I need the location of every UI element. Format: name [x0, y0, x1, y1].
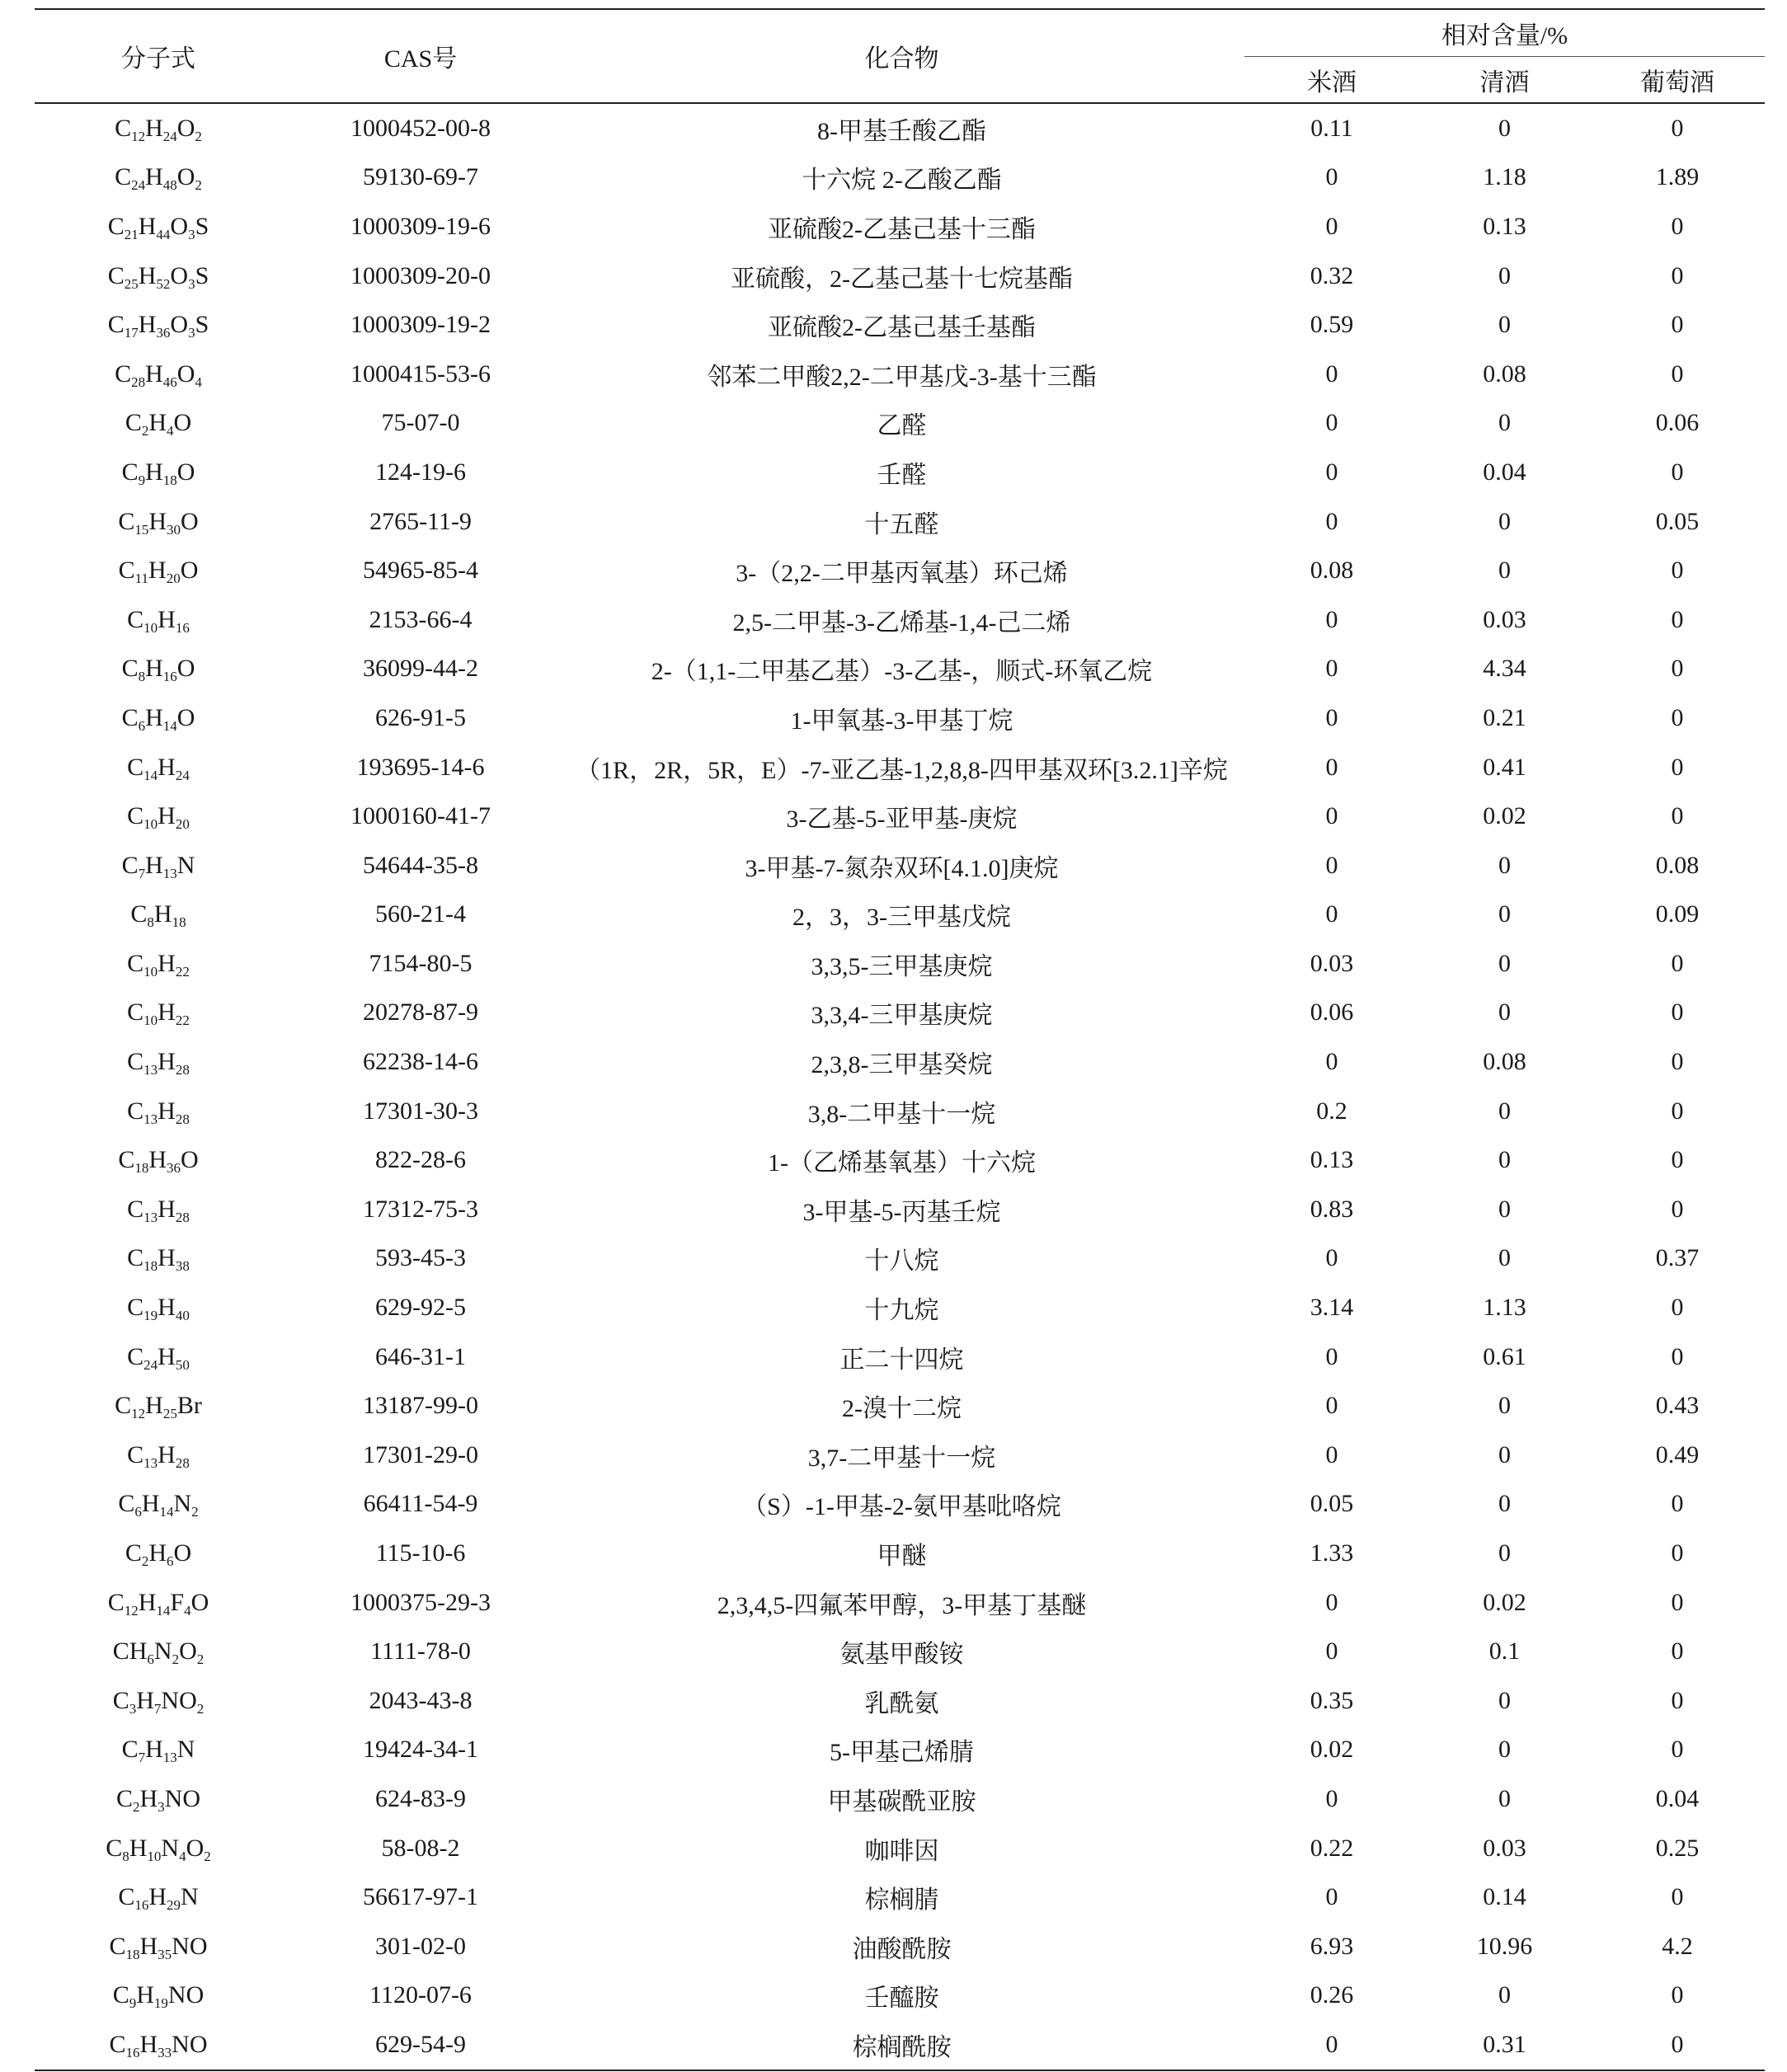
cell-formula: $C_6H_{14}O$: [121, 703, 195, 734]
cell-sake: 0: [1498, 507, 1511, 535]
cell-compound: （1R，2R，5R，E）-7-亚乙基-1,2,8,8-四甲基双环[3.2.1]辛烷: [576, 756, 1228, 784]
cell-sake: 0.14: [1483, 1883, 1526, 1911]
cell-cas: 59130-69-7: [363, 163, 478, 191]
table-row: [35, 1037, 1765, 1087]
cell-compound: 氨基甲酸铵: [839, 1641, 964, 1669]
cell-cas: 1111-78-0: [370, 1637, 471, 1666]
cell-grape-wine: 0: [1671, 1342, 1684, 1370]
table-row: [35, 1676, 1765, 1726]
cell-rice-wine: 3.14: [1310, 1294, 1354, 1322]
cell-cas: 1120-07-6: [369, 1981, 472, 2009]
cell-rice-wine: 0: [1325, 1883, 1338, 1911]
cell-sake: 0.21: [1483, 703, 1526, 731]
cell-formula: $C_{12}H_{24}O_2$: [115, 114, 202, 144]
cell-cas: 7154-80-5: [369, 949, 473, 977]
cell-grape-wine: 0.04: [1655, 1784, 1700, 1812]
cell-sake: 0: [1498, 949, 1511, 977]
cell-compound: 油酸酰胺: [852, 1935, 952, 1963]
cell-cas: 1000309-19-2: [350, 311, 491, 339]
cell-compound: 1-（乙烯基氧基）十六烷: [768, 1149, 1036, 1177]
cell-cas: 629-54-9: [282, 2020, 559, 2070]
cell-cas: 2765-11-9: [369, 507, 472, 535]
cell-grape-wine: 0.49: [1655, 1440, 1700, 1468]
cell-compound: 8-甲基壬酸乙酯: [817, 117, 986, 145]
cell-sake: 0: [1498, 261, 1511, 289]
table-row: [35, 1872, 1765, 1922]
header-relative-content: 相对含量/%: [1244, 9, 1765, 57]
cell-compound: 咖啡因: [864, 1837, 939, 1865]
cell-sake: 0: [1498, 1736, 1511, 1764]
cell-formula: $C_{24}H_{50}$: [127, 1342, 190, 1373]
cell-sake: 0.08: [1483, 1048, 1526, 1076]
cell-cas: 115-10-6: [375, 1539, 466, 1567]
cell-compound: 3-乙基-5-亚甲基-庚烷: [786, 806, 1018, 834]
cell-cas: 593-45-3: [375, 1244, 466, 1272]
cell-cas: 560-21-4: [375, 900, 466, 928]
table-row: [35, 1627, 1765, 1676]
cell-sake: 0: [1498, 311, 1511, 339]
cell-compound: 1-甲氧基-3-甲基丁烷: [790, 707, 1013, 735]
cell-sake: 0: [1498, 998, 1511, 1027]
table-row: [35, 1185, 1765, 1234]
cell-compound: 2,3,4,5-四氟苯甲醇，3-甲基丁基醚: [717, 1591, 1087, 1619]
cell-grape-wine: 0.25: [1655, 1834, 1700, 1862]
cell-sake: 0.02: [1483, 1588, 1526, 1616]
cell-cas: 1000452-00-8: [350, 114, 491, 142]
cell-compound: 十六烷 2-乙酸乙酯: [802, 167, 1002, 195]
cell-grape-wine: 0: [1590, 2020, 1765, 2070]
cell-sake: 0: [1498, 1686, 1511, 1714]
cell-compound: 壬醛: [877, 461, 927, 489]
cell-formula: $C_{10}H_{22}$: [127, 998, 190, 1029]
cell-cas: 301-02-0: [375, 1932, 466, 1960]
cell-rice-wine: 0: [1325, 1244, 1338, 1272]
cell-formula: $C_7H_{13}N$: [121, 1736, 195, 1766]
cell-cas: 58-08-2: [381, 1834, 460, 1862]
cell-sake: 1.13: [1483, 1294, 1526, 1322]
cell-cas: 20278-87-9: [363, 998, 478, 1027]
table-row: [35, 595, 1765, 645]
cell-compound: 2-（1,1-二甲基乙基）-3-乙基-，顺式-环氧乙烷: [651, 658, 1153, 686]
table-row: [35, 399, 1765, 449]
cell-sake: 0.31: [1419, 2020, 1590, 2070]
cell-grape-wine: 0: [1671, 1146, 1684, 1174]
cell-cas: 1000309-20-0: [350, 261, 491, 289]
cell-rice-wine: 0.22: [1310, 1834, 1354, 1862]
cell-grape-wine: 0: [1671, 359, 1684, 388]
cell-sake: 0: [1498, 1490, 1511, 1518]
table-row: [35, 1283, 1765, 1332]
cell-cas: 13187-99-0: [363, 1392, 478, 1420]
cell-grape-wine: 1.89: [1655, 163, 1700, 191]
cell-cas: 1000309-19-6: [350, 212, 491, 240]
cell-sake: 0: [1498, 1392, 1511, 1420]
cell-compound: 3-（2,2-二甲基丙氧基）环己烯: [736, 560, 1068, 588]
cell-cas: 1000415-53-6: [350, 359, 491, 388]
table-row: [35, 1578, 1765, 1628]
cell-sake: 0: [1498, 1146, 1511, 1174]
cell-formula: $C_{15}H_{30}O$: [118, 507, 199, 538]
cell-compound: 亚硫酸，2-乙基己基十七烷基酯: [731, 265, 1073, 293]
cell-grape-wine: 0.06: [1655, 409, 1700, 437]
cell-formula: $C_{13}H_{28}$: [127, 1440, 190, 1471]
cell-grape-wine: 4.2: [1662, 1932, 1693, 1960]
cell-rice-wine: 0: [1325, 605, 1338, 633]
cell-cas: 75-07-0: [381, 409, 460, 437]
table-row: [35, 841, 1765, 890]
cell-compound: 正二十四烷: [839, 1346, 964, 1374]
cell-grape-wine: 0: [1671, 1981, 1684, 2009]
cell-formula: $C_{28}H_{46}O_4$: [115, 359, 202, 390]
cell-grape-wine: 0: [1671, 1736, 1684, 1764]
cell-formula: $C_3H_7NO_2$: [112, 1686, 205, 1717]
cell-formula: $C_{14}H_{24}$: [127, 753, 190, 783]
cell-sake: 0.02: [1483, 802, 1526, 830]
cell-grape-wine: 0: [1671, 753, 1684, 781]
cell-formula: $C_{13}H_{28}$: [127, 1048, 190, 1078]
table-row: [35, 350, 1765, 399]
cell-cas: 66411-54-9: [363, 1490, 478, 1518]
cell-cas: 17312-75-3: [363, 1195, 478, 1223]
cell-compound: 乳酰氨: [864, 1689, 939, 1717]
cell-compound: 3-甲基-7-氮杂双环[4.1.0]庚烷: [745, 854, 1059, 882]
cell-rice-wine: 0: [1325, 1588, 1338, 1616]
cell-compound: 3-甲基-5-丙基壬烷: [802, 1198, 1001, 1226]
cell-grape-wine: 0: [1671, 311, 1684, 339]
cell-formula: $C_{16}H_{29}N$: [118, 1883, 199, 1914]
cell-formula: $C_{16}H_{33}NO$: [35, 2020, 282, 2070]
cell-rice-wine: 0: [1325, 1440, 1338, 1468]
cell-sake: 0.41: [1483, 753, 1526, 781]
cell-sake: 0: [1498, 1539, 1511, 1567]
cell-rice-wine: 0.2: [1316, 1097, 1347, 1125]
cell-grape-wine: 0: [1671, 212, 1684, 240]
table-row: [35, 1726, 1765, 1775]
cell-compound: 3,8-二甲基十一烷: [807, 1100, 996, 1128]
cell-compound: 壬醯胺: [864, 1985, 939, 2013]
cell-sake: 0: [1498, 900, 1511, 928]
cell-sake: 0.03: [1483, 605, 1526, 633]
cell-cas: 624-83-9: [375, 1784, 466, 1812]
cell-grape-wine: 0: [1671, 1294, 1684, 1322]
header-grape-wine: 葡萄酒: [1640, 68, 1714, 96]
cell-rice-wine: 0: [1325, 753, 1338, 781]
cell-formula: $C_{11}H_{20}O$: [118, 557, 199, 587]
table-row: [35, 546, 1765, 595]
cell-compound: 3,7-二甲基十一烷: [807, 1444, 996, 1472]
cell-formula: $C_7H_{13}N$: [121, 851, 195, 881]
cell-rice-wine: 0: [1325, 851, 1338, 879]
cell-formula: $C_2H_4O$: [125, 409, 192, 439]
cell-compound: 十八烷: [864, 1247, 939, 1276]
header-cas: CAS号: [383, 45, 458, 73]
cell-formula: $C_{13}H_{28}$: [127, 1097, 190, 1127]
cell-rice-wine: 0: [1325, 359, 1338, 388]
table-row: [35, 1234, 1765, 1284]
cell-compound: 2-溴十二烷: [842, 1395, 962, 1423]
table-row: [35, 103, 1765, 153]
cell-grape-wine: 0: [1671, 261, 1684, 289]
cell-rice-wine: 0: [1325, 703, 1338, 731]
cell-rice-wine: 0: [1325, 900, 1338, 928]
cell-rice-wine: 0: [1325, 212, 1338, 240]
table-row: [35, 890, 1765, 940]
table-row: [35, 300, 1765, 350]
cell-sake: 4.34: [1483, 655, 1526, 683]
cell-compound: 甲基碳酰亚胺: [827, 1788, 976, 1816]
cell-rice-wine: 0.08: [1310, 557, 1354, 585]
cell-grape-wine: 0: [1671, 703, 1684, 731]
cell-sake: 0.1: [1488, 1637, 1521, 1666]
header-formula: 分子式: [121, 45, 195, 73]
table-row: [35, 1922, 1765, 1971]
table-row: [35, 1381, 1765, 1431]
table-row: [35, 1971, 1765, 2021]
cell-compound: 2,3,8-三甲基癸烷: [811, 1051, 993, 1079]
cell-formula: $C_2H_3NO$: [115, 1784, 201, 1815]
cell-grape-wine: 0: [1671, 1883, 1684, 1911]
cell-sake: 10.96: [1476, 1932, 1533, 1960]
cell-grape-wine: 0: [1671, 1686, 1684, 1714]
table-row: [35, 1087, 1765, 1136]
cell-sake: 0: [1498, 1981, 1511, 2009]
cell-rice-wine: 0: [1244, 2020, 1419, 2070]
cell-cas: 17301-29-0: [363, 1440, 478, 1468]
cell-cas: 17301-30-3: [363, 1097, 478, 1125]
cell-rice-wine: 0.03: [1310, 949, 1354, 977]
cell-cas: 822-28-6: [375, 1146, 466, 1174]
cell-rice-wine: 0.59: [1310, 311, 1354, 339]
cell-compound: 十九烷: [864, 1297, 939, 1325]
cell-compound: 亚硫酸2-乙基己基十三酯: [768, 215, 1036, 243]
cell-formula: $C_{18}H_{38}$: [127, 1244, 190, 1275]
cell-grape-wine: 0.37: [1655, 1244, 1700, 1272]
table-row: [35, 1431, 1765, 1480]
cell-grape-wine: 0.43: [1655, 1392, 1700, 1420]
table-body: [35, 103, 1765, 2070]
cell-cas: 36099-44-2: [363, 655, 478, 683]
cell-rice-wine: 0: [1325, 409, 1338, 437]
cell-compound: 甲醚: [877, 1543, 927, 1571]
table-row: [35, 1824, 1765, 1873]
cell-rice-wine: 1.33: [1310, 1539, 1354, 1567]
cell-sake: 0: [1498, 1440, 1511, 1468]
cell-sake: 0.13: [1483, 212, 1526, 240]
cell-grape-wine: 0: [1671, 1490, 1684, 1518]
cell-grape-wine: 0: [1671, 802, 1684, 830]
cell-rice-wine: 0: [1325, 1784, 1338, 1812]
cell-rice-wine: 0.05: [1310, 1490, 1354, 1518]
cell-rice-wine: 0: [1325, 655, 1338, 683]
cell-cas: 629-92-5: [375, 1294, 466, 1322]
cell-rice-wine: 0.13: [1310, 1146, 1354, 1174]
cell-rice-wine: 0.06: [1310, 998, 1354, 1027]
cell-sake: 0.61: [1483, 1342, 1526, 1370]
cell-grape-wine: 0: [1671, 1048, 1684, 1076]
cell-sake: 1.18: [1483, 163, 1526, 191]
cell-grape-wine: 0.09: [1655, 900, 1700, 928]
cell-grape-wine: 0: [1671, 1588, 1684, 1616]
cell-formula: $C_8H_{10}N_4O_2$: [106, 1834, 211, 1864]
cell-formula: $C_{19}H_{40}$: [127, 1294, 190, 1324]
cell-cas: 19424-34-1: [363, 1736, 478, 1764]
cell-cas: 56617-97-1: [363, 1883, 478, 1911]
cell-compound: 3,3,4-三甲基庚烷: [811, 1002, 993, 1030]
cell-grape-wine: 0: [1671, 655, 1684, 683]
cell-rice-wine: 0.11: [1310, 114, 1353, 142]
table-row: [35, 1774, 1765, 1824]
cell-formula: $C_9H_{19}NO$: [112, 1981, 205, 2012]
table-row: [35, 202, 1765, 251]
header-compound: 化合物: [864, 45, 939, 73]
cell-rice-wine: 0.02: [1310, 1736, 1354, 1764]
cell-formula: $C_{10}H_{20}$: [127, 802, 190, 833]
cell-sake: 0.03: [1483, 1834, 1526, 1862]
cell-formula: $C_6H_{14}N_2$: [118, 1490, 199, 1520]
cell-compound: 2,5-二甲基-3-乙烯基-1,4-己二烯: [732, 608, 1071, 637]
table-row: [35, 153, 1765, 203]
cell-formula: $C_{25}H_{52}O_3S$: [107, 261, 209, 292]
cell-sake: 0.08: [1483, 359, 1526, 388]
cell-compound: 2，3，3-三甲基戊烷: [792, 904, 1011, 932]
cell-formula: $C_8H_{18}$: [130, 900, 186, 931]
cell-formula: $C_{10}H_{22}$: [127, 949, 190, 980]
cell-sake: 0: [1498, 1195, 1511, 1223]
cell-formula: $C_9H_{18}O$: [121, 458, 195, 488]
table-row: [35, 743, 1765, 792]
cell-formula: $CH_6N_2O_2$: [112, 1637, 205, 1668]
cell-rice-wine: 0: [1325, 163, 1338, 191]
cell-formula: $C_{12}H_{25}Br$: [115, 1392, 202, 1422]
cell-formula: $C_2H_6O$: [125, 1539, 192, 1570]
table-row: [35, 693, 1765, 743]
cell-grape-wine: 0: [1671, 998, 1684, 1027]
cell-grape-wine: 0: [1671, 1637, 1684, 1666]
table-row: [35, 939, 1765, 989]
cell-sake: 0.04: [1483, 458, 1526, 486]
cell-compound: 5-甲基己烯腈: [830, 1739, 974, 1767]
cell-rice-wine: 0: [1325, 1392, 1338, 1420]
cell-sake: 0: [1498, 557, 1511, 585]
cell-compound: （S）-1-甲基-2-氨甲基吡咯烷: [742, 1493, 1061, 1521]
cell-grape-wine: 0.05: [1655, 507, 1700, 535]
cell-sake: 0: [1498, 851, 1511, 879]
cell-grape-wine: 0: [1671, 1539, 1684, 1567]
cell-grape-wine: 0: [1671, 557, 1684, 585]
cell-cas: 193695-14-6: [356, 753, 485, 781]
cell-formula: $C_{10}H_{16}$: [127, 605, 190, 636]
cell-sake: 0: [1498, 1244, 1511, 1272]
cell-cas: 2153-66-4: [369, 605, 473, 633]
cell-formula: $C_{18}H_{36}O$: [118, 1146, 199, 1177]
header-sake: 清酒: [1479, 68, 1530, 96]
header-rice-wine: 米酒: [1307, 68, 1357, 96]
cell-compound: 十五醛: [864, 510, 939, 538]
cell-rice-wine: 0: [1325, 1342, 1338, 1370]
cell-compound: 棕榈腈: [864, 1886, 939, 1915]
cell-rice-wine: 0: [1325, 458, 1338, 486]
cell-rice-wine: 0.35: [1310, 1686, 1354, 1714]
cell-cas: 646-31-1: [375, 1342, 466, 1370]
cell-cas: 1000160-41-7: [350, 802, 491, 830]
cell-compound: 3,3,5-三甲基庚烷: [811, 952, 993, 980]
cell-formula: $C_{17}H_{36}O_3S$: [107, 311, 209, 341]
table-row: [35, 989, 1765, 1038]
table-row: [35, 2020, 1765, 2070]
cell-grape-wine: 0: [1671, 114, 1684, 142]
table-row: [35, 251, 1765, 301]
table-row: [35, 1480, 1765, 1529]
cell-compound: 乙醛: [877, 412, 927, 440]
cell-cas: 2043-43-8: [369, 1686, 473, 1714]
cell-formula: $C_8H_{16}O$: [121, 655, 195, 685]
cell-formula: $C_{12}H_{14}F_4O$: [107, 1588, 209, 1619]
cell-cas: 124-19-6: [375, 458, 466, 486]
cell-grape-wine: 0: [1671, 605, 1684, 633]
table-row: [35, 1332, 1765, 1382]
cell-cas: 1000375-29-3: [350, 1588, 491, 1616]
cell-grape-wine: 0: [1671, 1097, 1684, 1125]
table-row: [35, 448, 1765, 497]
table-row: [35, 792, 1765, 841]
cell-rice-wine: 0.32: [1310, 261, 1354, 289]
cell-rice-wine: 0.26: [1310, 1981, 1354, 2009]
cell-grape-wine: 0: [1671, 458, 1684, 486]
cell-rice-wine: 6.93: [1310, 1932, 1354, 1960]
cell-formula: $C_{13}H_{28}$: [127, 1195, 190, 1225]
cell-grape-wine: 0: [1671, 949, 1684, 977]
cell-formula: $C_{18}H_{35}NO$: [109, 1932, 208, 1962]
cell-compound: 棕榈酰胺: [559, 2020, 1244, 2070]
cell-rice-wine: 0: [1325, 507, 1338, 535]
cell-compound: 邻苯二甲酸2,2-二甲基戊-3-基十三酯: [707, 363, 1097, 391]
table-header: [35, 9, 1765, 103]
cell-rice-wine: 0: [1325, 1048, 1338, 1076]
cell-rice-wine: 0: [1325, 1637, 1338, 1666]
cell-grape-wine: 0.08: [1655, 851, 1700, 879]
cell-grape-wine: 0: [1671, 1195, 1684, 1223]
compounds-table: [35, 8, 1765, 2071]
table-row: [35, 645, 1765, 694]
table-row: [35, 497, 1765, 547]
cell-sake: 0: [1498, 1784, 1511, 1812]
cell-compound: 亚硫酸2-乙基己基壬基酯: [768, 314, 1036, 342]
cell-cas: 62238-14-6: [363, 1048, 478, 1076]
cell-cas: 626-91-5: [375, 703, 466, 731]
cell-cas: 54965-85-4: [363, 557, 478, 585]
cell-rice-wine: 0: [1325, 802, 1338, 830]
table-row: [35, 1135, 1765, 1185]
cell-cas: 54644-35-8: [363, 851, 478, 879]
cell-sake: 0: [1498, 1097, 1511, 1125]
cell-formula: $C_{21}H_{44}O_3S$: [107, 212, 209, 242]
table-row: [35, 1529, 1765, 1578]
cell-rice-wine: 0.83: [1310, 1195, 1354, 1223]
cell-sake: 0: [1498, 114, 1511, 142]
cell-sake: 0: [1498, 409, 1511, 437]
cell-formula: $C_{24}H_{48}O_2$: [115, 163, 202, 194]
